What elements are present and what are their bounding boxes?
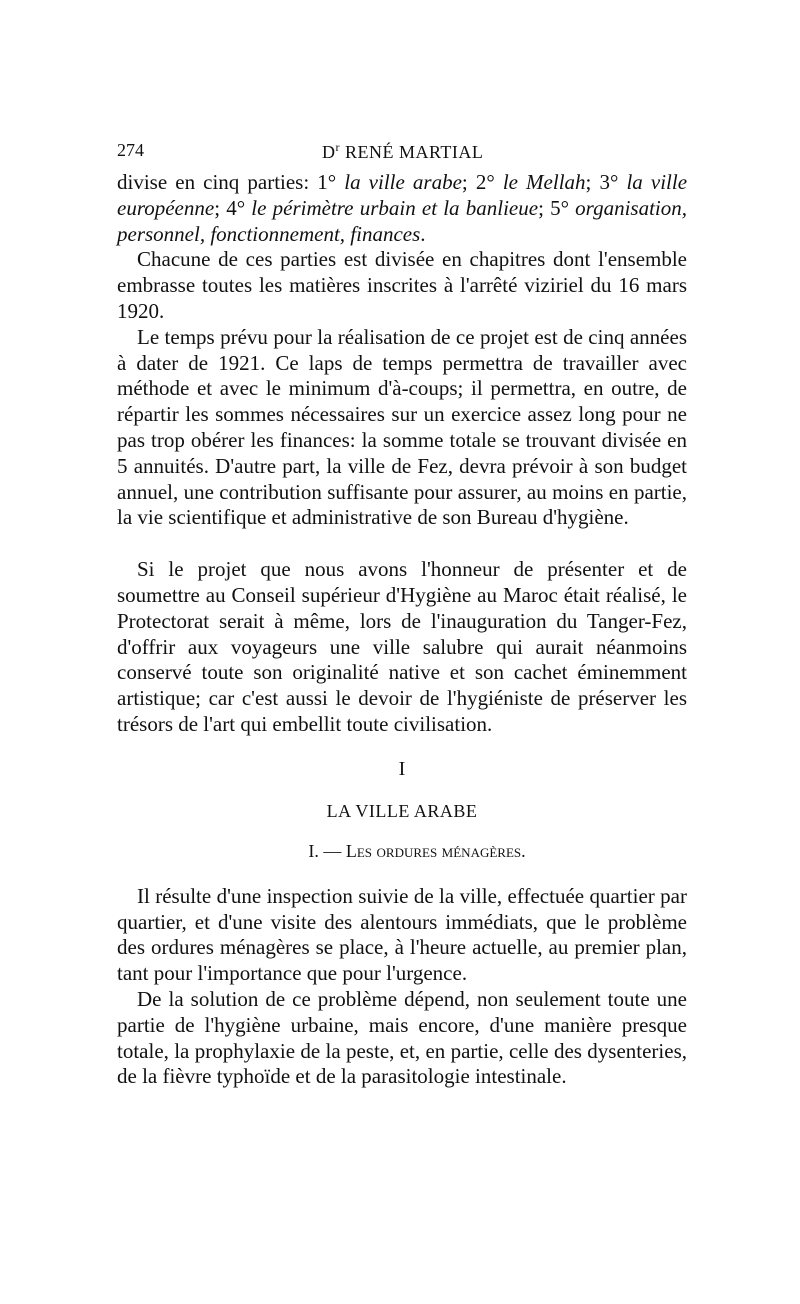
page-number: 274 — [117, 140, 144, 160]
paragraph-timeline: Le temps prévu pour la réalisation de ce projet est de cinq années à dater de 1921. Ce laps de temps permettra de travailler avec méthode et avec le minimum d'à-coups; il permettra, en outre, de répartir les sommes nécessaires sur un exercice assez long pour ne pas trop obérer les finances: la somme totale se trouvant divisée en 5 annuités. D'autre part, la ville de Fez, devra prévoir à son budget annuel, une contribution suffisante pour assurer, au moins en partie, la vie scientifique et administrative de son Bureau d'hygiène. — [117, 324, 687, 530]
subsection-title — [117, 838, 687, 864]
book-page — [117, 140, 687, 1090]
italic-run: le périmètre urbain et la banlieue — [251, 195, 539, 220]
italic-run: le Mellah — [502, 170, 586, 194]
italic-run: la ville européenne — [117, 170, 688, 220]
text-run: ; 2° — [461, 170, 503, 194]
author-prefix: D — [322, 142, 336, 162]
author-prefix-sup: r — [335, 140, 340, 154]
paragraph-chapters: Chacune de ces parties est divisée en chapitres dont l'ensemble embrasse toutes les matières inscrites à l'arrêté viziriel du 16 mars 1920. — [117, 247, 687, 323]
paragraph-parts-list — [117, 170, 687, 247]
paragraph-solution: De la solution de ce problème dépend, non seulement toute une partie de l'hygiène urbaine, mais encore, d'une manière presque totale, la prophylaxie de la peste, et, en partie, celle des dysenteries, de la fièvre typhoïde et de la parasitologie intestinale. — [117, 986, 687, 1089]
running-head — [117, 140, 687, 170]
paragraph-project: Si le projet que nous avons l'honneur de présenter et de soumettre au Conseil supérieur d'Hygiène au Maroc était réalisé, le Protectorat serait à même, lors de l'inauguration du Tanger-Fez, d'offrir aux voyageurs une ville salubre qui aurait néanmoins conservé toute son originalité native et son cachet éminemment artistique; car c'est aussi le devoir de l'hygiéniste de préserver les trésors de l'art qui embellit toute civilisation. — [117, 557, 687, 736]
subsection-number: I. — — [308, 840, 346, 861]
italic-run: la ville arabe — [344, 170, 462, 194]
running-title — [322, 140, 483, 163]
text-run: . — [420, 221, 426, 246]
italic-run: organisation, personnel, fonctionnement, finances — [117, 195, 687, 246]
subsection-label: Les ordures ménagères. — [345, 840, 526, 861]
text-run: ; 5° — [538, 195, 576, 220]
paragraph-gap — [117, 531, 687, 557]
chapter-numeral: I — [398, 757, 406, 780]
paragraph-inspection: Il résulte d'une inspection suivie de la ville, effectuée quartier par quartier, et d'une visite des alentours immédiats, que le problème des ordures ménagères se place, à l'heure actuelle, au premier plan, tant pour l'importance que pour l'urgence. — [117, 883, 687, 986]
author-name: RENÉ MARTIAL — [345, 142, 484, 162]
text-run: ; 3° — [585, 170, 627, 194]
chapter-title: LA VILLE ARABE — [326, 800, 478, 821]
text-run: ; 4° — [214, 195, 252, 220]
text-run: divise en cinq parties: 1° — [117, 170, 345, 194]
